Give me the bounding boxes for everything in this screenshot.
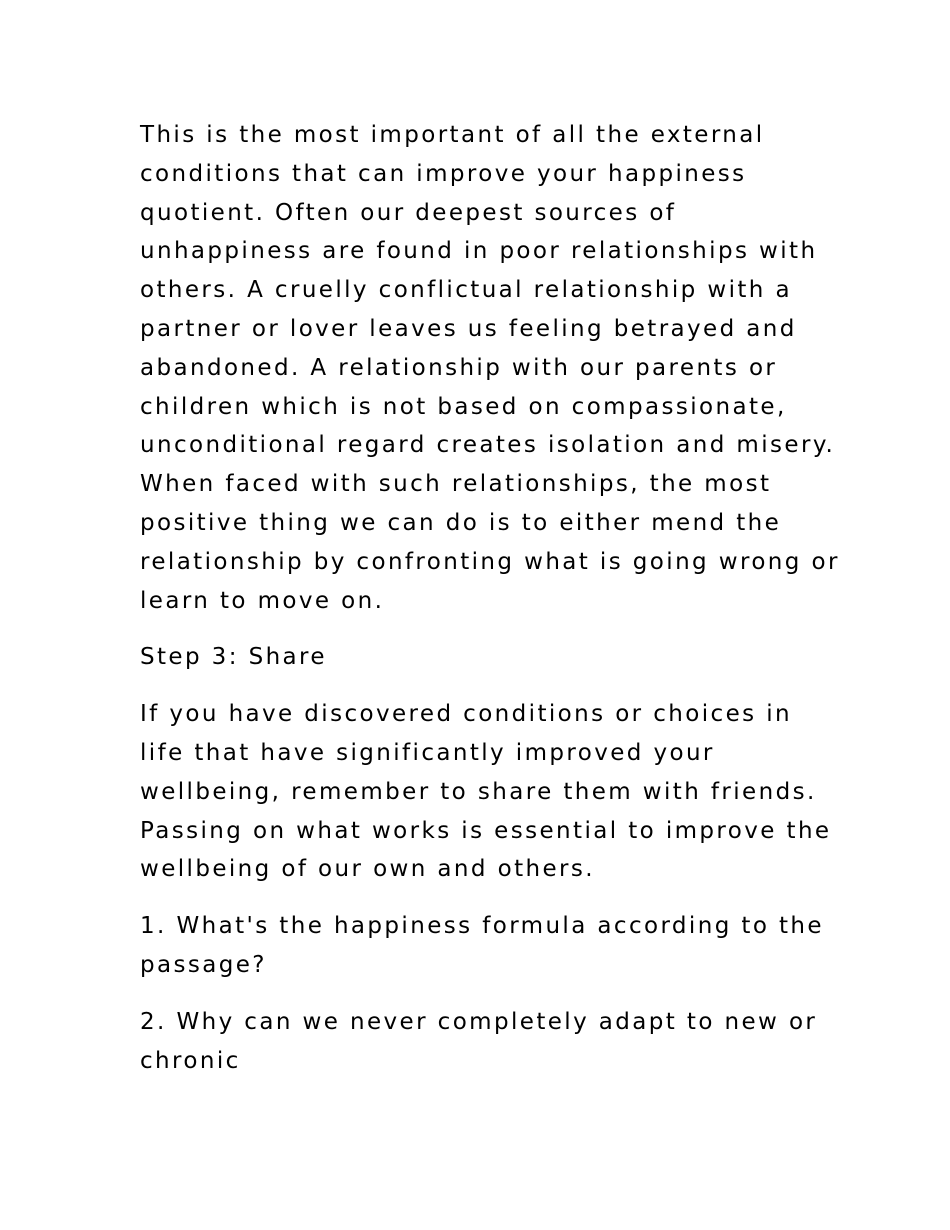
question-2: 2. Why can we never completely adapt to new or chronic [140, 1008, 818, 1074]
document-page [140, 116, 840, 1080]
body-paragraph-share: If you have discovered conditions or choices in life that have significantly improved your wellbeing, remember to share them with friends. Passing on what works is essential to improve the wellbeing of our own and others. [140, 701, 832, 883]
body-paragraph-relationships: This is the most important of all the external conditions that can improve your happiness quotient. Often our deepest sources of unhappiness are found in poor relationships with others. A cruelly conflictual relationship with a partner or lover leaves us feeling betrayed and abandoned. A relationship with our parents or children which is not based on compassionate, unconditional regard creates isolation and misery. When faced with such relationships, the most positive thing we can do is to either mend the relationship by confronting what is going wrong or learn to move on. [140, 122, 840, 614]
section-heading-step-3: Step 3: Share [140, 644, 327, 671]
question-1: 1. What's the happiness formula according to the passage? [140, 913, 824, 978]
